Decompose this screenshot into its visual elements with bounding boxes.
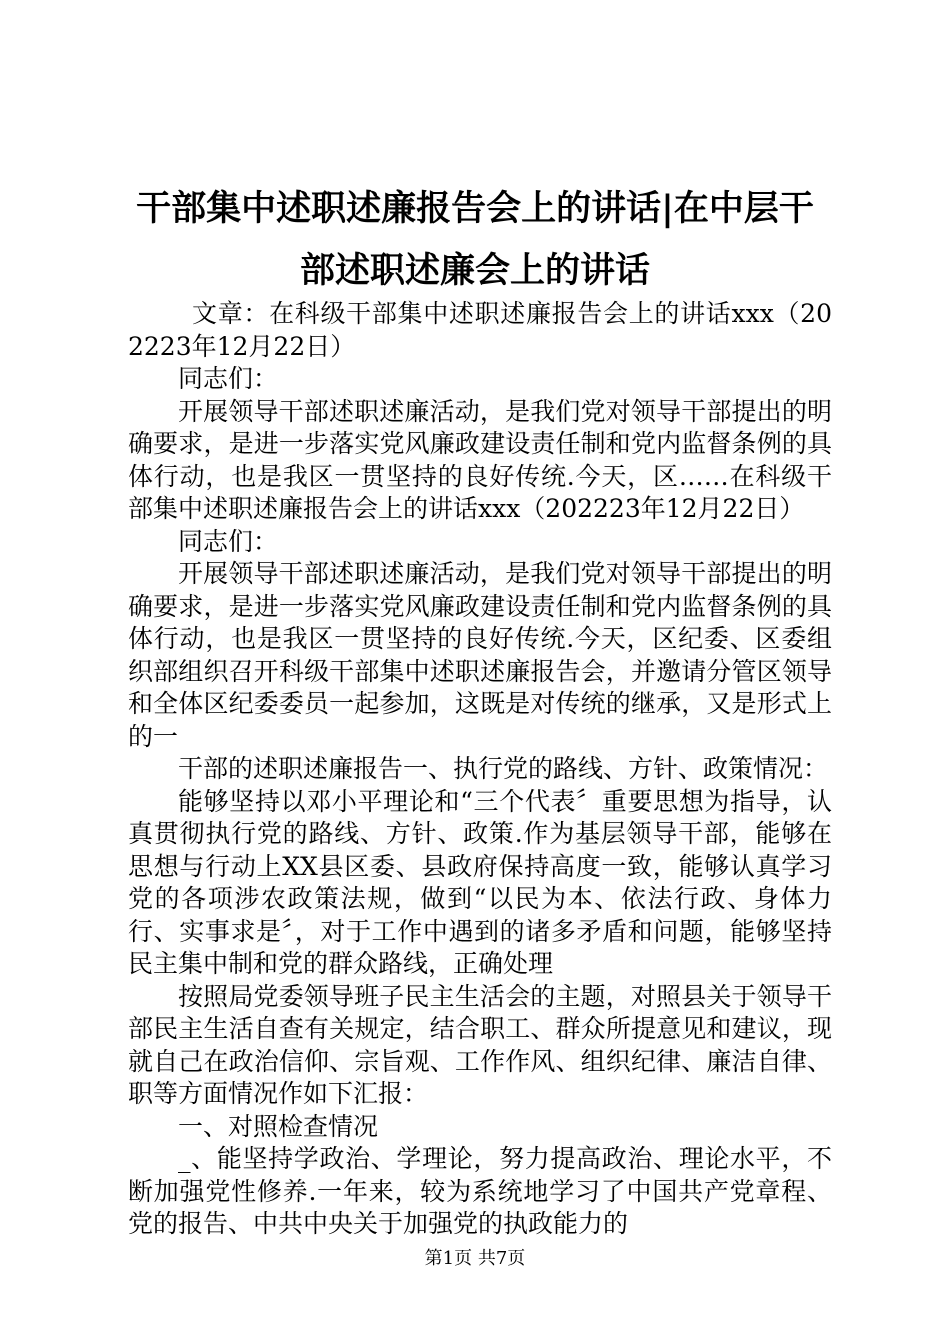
document-title	[100, 178, 850, 302]
title-line-2: 部述职述廉会上的讲话	[299, 250, 650, 291]
paragraph-intro: 文章：在科级干部集中述职述廉报告会上的讲话xxx（202223年12月22日）	[128, 299, 832, 361]
paragraph: 开展领导干部述职述廉活动，是我们党对领导干部提出的明确要求，是进一步落实党风廉政建设责任制和党内监督条例的具体行动，也是我区一贯坚持的良好传统.今天，区……在科级干部集中述职述廉报告会上的讲话xxx（202223年12月22日）	[128, 396, 832, 523]
paragraph-greeting: 同志们：	[178, 526, 279, 556]
paragraph: 干部的述职述廉报告一、执行党的路线、方针、政策情况：	[178, 754, 829, 783]
paragraph: 开展领导干部述职述廉活动，是我们党对领导干部提出的明确要求，是进一步落实党风廉政建设责任制和党内监督条例的具体行动，也是我区一贯坚持的良好传统.今天，区纪委、区委组织部组织召开科级干部集中述职述廉报告会，并邀请分管区领导和全体区纪委委员一起参加，这既是对传统的继承，又是形式上的一	[128, 559, 832, 751]
section-heading: 一、对照检查情况	[178, 1111, 379, 1141]
paragraph: _、能坚持学政治、学理论，努力提高政治、理论水平，不断加强党性修养.一年来，较为系统地学习了中国共产党章程、党的报告、中共中央关于加强党的执政能力的	[128, 1144, 832, 1238]
document-body	[128, 298, 832, 1241]
paragraph: 按照局党委领导班子民主生活会的主题，对照县关于领导干部民主生活自查有关规定，结合职工、群众所提意见和建议，现就自己在政治信仰、宗旨观、工作作风、组织纪律、廉洁自律、职等方面情况作如下汇报：	[128, 981, 832, 1108]
paragraph-greeting: 同志们：	[178, 364, 279, 393]
page-footer: 第1页 共7页	[424, 1248, 526, 1269]
paragraph: 能够坚持以邓小平理论和“三个代表〞重要思想为指导，认真贯彻执行党的路线、方针、政策.作为基层领导干部，能够在思想与行动上XX县区委、县政府保持高度一致，能够认真学习党的各项涉农政策法规，做到“以民为本、依法行政、身体力行、实事求是〞，对于工作中遇到的诸多矛盾和问题，能够坚持民主集中制和党的群众路线，正确处理	[128, 786, 832, 978]
title-line-1: 干部集中述职述廉报告会上的讲话|在中层干	[136, 188, 814, 229]
